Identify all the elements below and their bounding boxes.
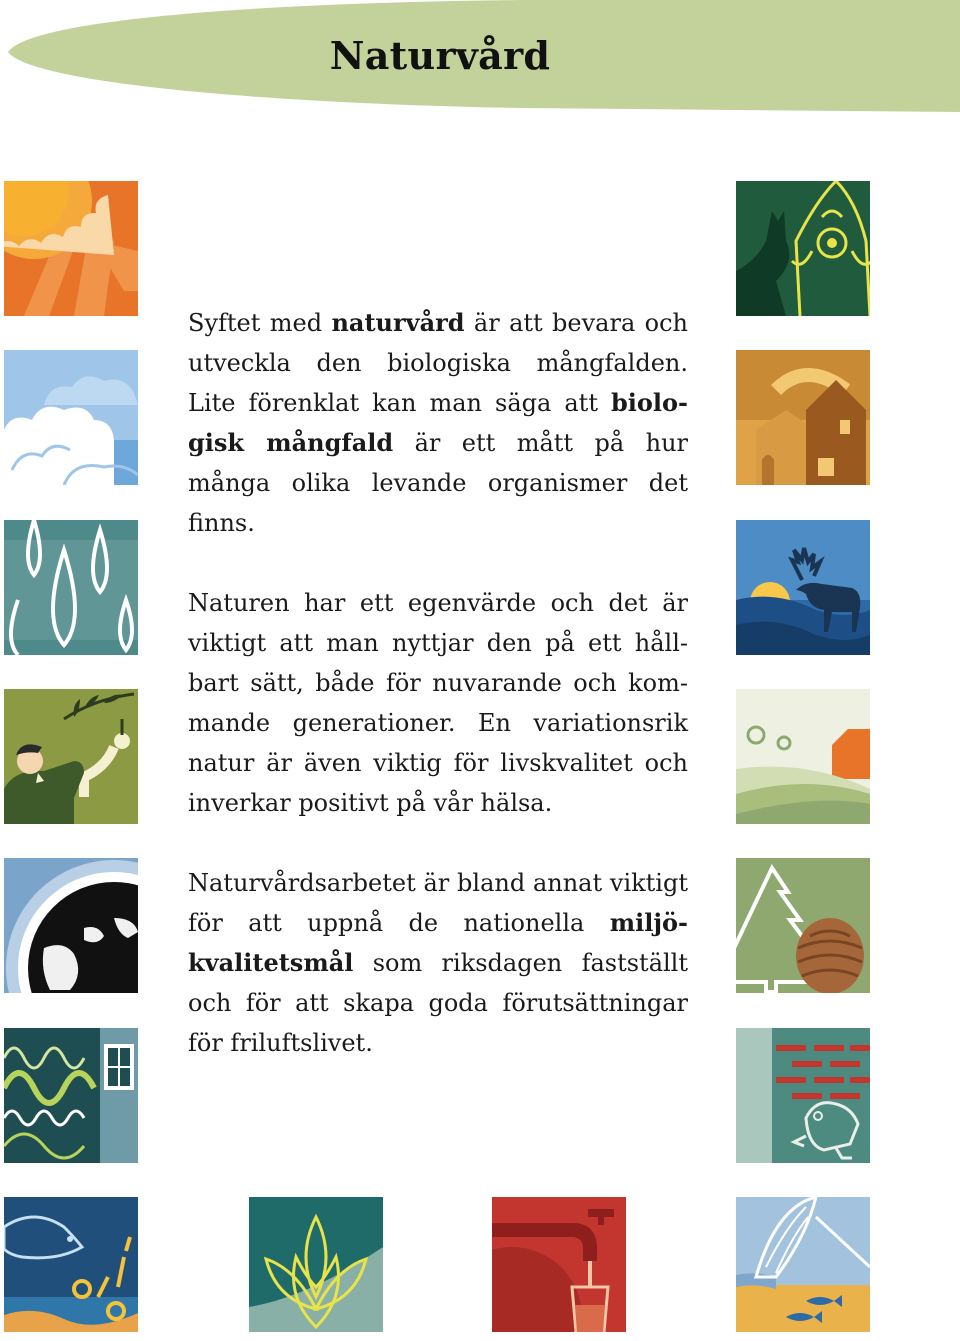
frog-brick-tile-icon <box>736 1028 870 1163</box>
house-tile-icon <box>736 350 870 485</box>
flower-tile-icon <box>249 1197 383 1332</box>
farmhouse-fields-tile-icon <box>736 689 870 824</box>
fish-oxygen-tile-icon <box>4 1197 138 1332</box>
clouds-tile-icon <box>4 350 138 485</box>
person-apple-tree-tile-icon <box>4 689 138 824</box>
page-title: Naturvård <box>329 33 551 78</box>
water-tap-tile-icon <box>492 1197 626 1332</box>
reindeer-tile-icon <box>736 181 870 316</box>
paragraph-intrinsic-value: Naturen har ett egenvärde och det är viktigt att man nyttjar den på ett hållbart sätt, både för nuvarande och kommande generationer. En variationsrik natur är även viktig för livskvalitet och inverkar positivt på vår hälsa. <box>188 589 688 817</box>
spruce-cone-tile-icon <box>736 858 870 993</box>
waves-window-tile-icon <box>4 1028 138 1163</box>
paragraph-purpose: Syftet med naturvård är att bevara och utveckla den biologiska mångfalden. Lite förenklat kan man säga att biologisk mångfald är ett mått på hur många olika levande organismer det finns. <box>188 308 688 537</box>
paragraph-environmental-goals: Naturvårdsarbetet är bland annat viktigt för att uppnå de nationella miljökvalitetsmål som riksdagen fastställt och för att skapa goda förutsättningar för friluftslivet. <box>188 869 688 1057</box>
globe-tile-icon <box>4 858 138 993</box>
sun-tile-icon <box>4 181 138 316</box>
reindeer-sunset-tile-icon <box>736 520 870 655</box>
boat-fish-tile-icon <box>736 1197 870 1332</box>
body-text <box>188 303 688 1103</box>
rain-tile-icon <box>4 520 138 655</box>
